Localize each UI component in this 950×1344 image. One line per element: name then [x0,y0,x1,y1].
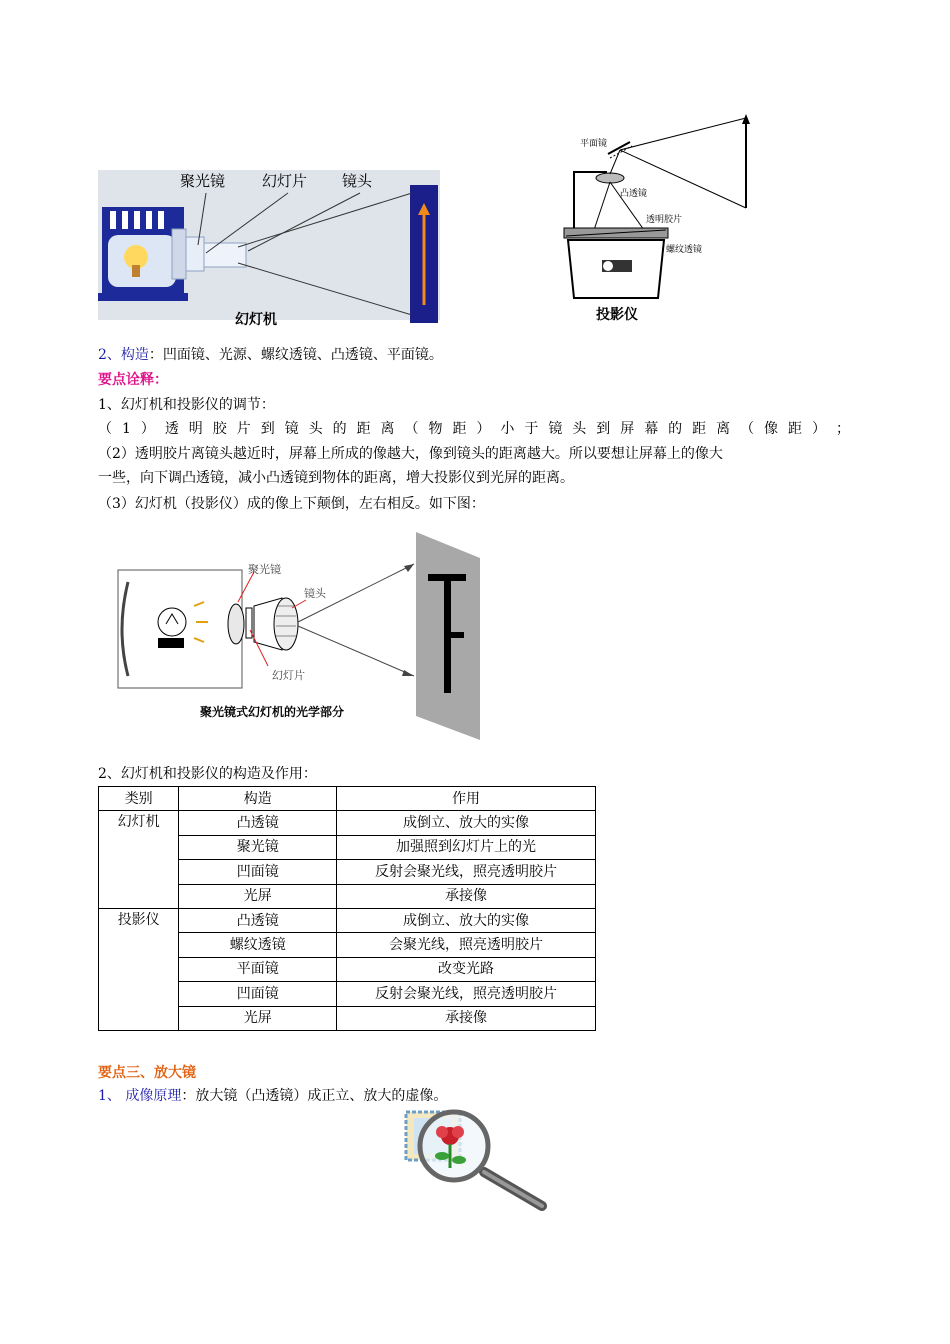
adjust-item-1 [98,419,850,439]
label-condenser: 聚光镜 [180,172,226,190]
table-role-cell: 承接像 [337,1006,596,1030]
table-header-cell: 作用 [337,787,596,811]
label-plane-mirror: 平面镜 [580,139,608,149]
optics-label-slide: 幻灯片 [272,669,305,682]
adjust-item-2-line-2: 一些，向下调凸透镜，减小凸透镜到物体的距离，增大投影仪到光屏的距离。 [98,470,574,486]
construction-table [98,786,596,1031]
table-header-row [99,787,596,811]
table-role-cell: 改变光路 [337,957,596,981]
table-role-cell: 成倒立、放大的实像 [337,811,596,835]
key-points-heading: 要点诠释： [98,372,168,388]
adjust-item-1-char: 物 [428,421,443,437]
adjust-item-1-char: 到 [596,421,611,437]
table-part-cell: 光屏 [179,884,337,908]
principle-number: 1、 成像原理 [98,1088,182,1104]
table-part-cell: 凸透镜 [179,908,337,932]
adjust-item-1-char: 距 [692,421,707,437]
adjust-item-1-char: ） [140,421,155,437]
table-role-cell: 成倒立、放大的实像 [337,908,596,932]
adjust-item-1-char: ） [811,421,826,437]
caption-slide-projector: 幻灯机 [235,312,277,328]
table-row [99,811,596,835]
adjust-item-1-char: 距 [356,421,371,437]
table-row [99,908,596,932]
principle-body: ：放大镜（凸透镜）成正立、放大的虚像。 [181,1088,448,1104]
construction-line [98,345,443,365]
label-slide: 幻灯片 [262,172,308,190]
adjust-item-1-char: （ [740,421,755,437]
adjust-item-1-char: 镜 [548,421,563,437]
section-3-heading: 要点三、放大镜 [98,1065,196,1081]
table-header-cell: 类别 [99,787,179,811]
adjust-item-1-char: 头 [308,421,323,437]
adjust-item-1-char: 镜 [284,421,299,437]
magnifier-figure [402,1106,552,1212]
table-part-cell: 聚光镜 [179,835,337,859]
optics-caption: 聚光镜式幻灯机的光学部分 [200,705,345,719]
adjust-item-1-char: 于 [524,421,539,437]
optics-label-condenser: 聚光镜 [248,563,281,576]
construction-number: 2、构造 [98,347,149,363]
adjust-item-1-char: 离 [716,421,731,437]
adjust-item-2-line-1: （2）透明胶片离镜头越近时，屏幕上所成的像越大，像到镜头的距离越大。所以要想让屏幕上的像大 [98,446,723,462]
adjust-item-1-char: ） [476,421,491,437]
table-part-cell: 凹面镜 [179,860,337,884]
adjust-item-1-char: 的 [332,421,347,437]
adjust-item-1-char: ； [835,421,850,437]
label-convex-lens: 凸透镜 [620,189,648,199]
optics-label-lens: 镜头 [304,587,326,600]
table-part-cell: 平面镜 [179,957,337,981]
label-transparency: 透明胶片 [646,215,683,225]
adjust-item-1-char: 透 [164,421,179,437]
adjust-item-1-char: 离 [380,421,395,437]
adjust-item-1-char: 像 [764,421,779,437]
table-title: 2、幻灯机和投影仪的构造及作用： [98,766,317,782]
adjust-item-1-char: （ [404,421,419,437]
caption-overhead-projector: 投影仪 [596,307,638,323]
table-role-cell: 加强照到幻灯片上的光 [337,835,596,859]
adjust-item-1-char: 片 [236,421,251,437]
construction-body: ：凹面镜、光源、螺纹透镜、凸透镜、平面镜。 [148,347,443,363]
table-part-cell: 螺纹透镜 [179,933,337,957]
adjust-item-1-char: 幕 [644,421,659,437]
adjust-item-1-char: 距 [788,421,803,437]
adjust-item-1-char: 到 [260,421,275,437]
adjust-item-1-char: 小 [500,421,515,437]
adjust-item-3: （3）幻灯机（投影仪）成的像上下颠倒，左右相反。如下图： [98,496,485,512]
table-role-cell: 承接像 [337,884,596,908]
table-role-cell: 反射会聚光线，照亮透明胶片 [337,982,596,1006]
adjust-item-1-char: 距 [452,421,467,437]
table-part-cell: 凸透镜 [179,811,337,835]
label-lens: 镜头 [342,172,373,190]
adjust-item-1-char: 1 [121,421,131,437]
table-header-cell: 构造 [179,787,337,811]
adjust-item-1-char: 明 [188,421,203,437]
label-fresnel-lens: 螺纹透镜 [666,245,703,255]
adjust-item-1-char: （ [98,421,112,437]
adjust-item-1-char: 头 [572,421,587,437]
table-part-cell: 凹面镜 [179,982,337,1006]
adjust-item-1-char: 胶 [212,421,227,437]
table-role-cell: 会聚光线，照亮透明胶片 [337,933,596,957]
table-category-cell: 投影仪 [99,908,179,1030]
table-role-cell: 反射会聚光线，照亮透明胶片 [337,860,596,884]
adjust-title: 1、幻灯机和投影仪的调节： [98,397,275,413]
adjust-item-1-char: 屏 [620,421,635,437]
principle-line [98,1086,447,1106]
table-part-cell: 光屏 [179,1006,337,1030]
adjust-item-1-char: 的 [668,421,683,437]
table-category-cell: 幻灯机 [99,811,179,909]
